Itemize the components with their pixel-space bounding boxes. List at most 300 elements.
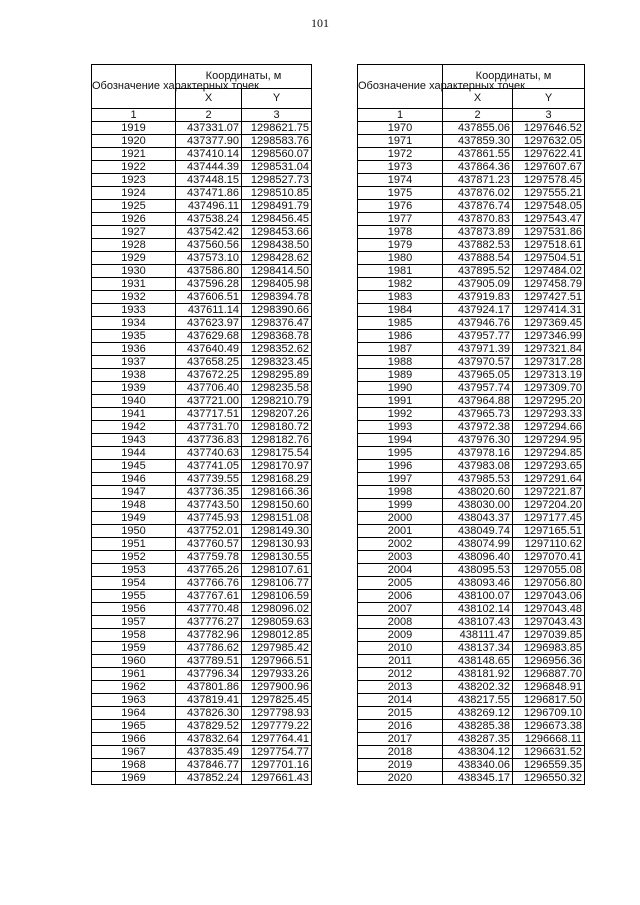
point-id-cell: 1925 bbox=[92, 200, 176, 213]
table-row bbox=[92, 291, 312, 304]
y-coordinate-cell: 1296709.10 bbox=[513, 707, 585, 720]
point-id-cell: 2010 bbox=[358, 642, 443, 655]
x-coordinate-cell: 437965.05 bbox=[443, 369, 513, 382]
table-row bbox=[92, 434, 312, 447]
point-id-cell: 1998 bbox=[358, 486, 443, 499]
y-coordinate-cell: 1298368.78 bbox=[242, 330, 312, 343]
x-coordinate-cell: 437741.05 bbox=[176, 460, 242, 473]
point-id-cell: 1957 bbox=[92, 616, 176, 629]
x-coordinate-cell: 438202.32 bbox=[443, 681, 513, 694]
table-row bbox=[358, 642, 585, 655]
table-row bbox=[92, 265, 312, 278]
point-id-cell: 1953 bbox=[92, 564, 176, 577]
y-coordinate-cell: 1298106.59 bbox=[242, 590, 312, 603]
x-coordinate-cell: 437740.63 bbox=[176, 447, 242, 460]
point-id-cell: 1936 bbox=[92, 343, 176, 356]
table-row bbox=[358, 590, 585, 603]
x-coordinate-cell: 437789.51 bbox=[176, 655, 242, 668]
point-id-cell: 1999 bbox=[358, 499, 443, 512]
table-row bbox=[92, 395, 312, 408]
point-id-cell: 1933 bbox=[92, 304, 176, 317]
y-coordinate-cell: 1297295.20 bbox=[513, 395, 585, 408]
y-coordinate-cell: 1298323.45 bbox=[242, 356, 312, 369]
y-coordinate-cell: 1298207.26 bbox=[242, 408, 312, 421]
point-id-cell: 1989 bbox=[358, 369, 443, 382]
table-row bbox=[92, 538, 312, 551]
point-id-cell: 1921 bbox=[92, 148, 176, 161]
point-id-cell: 1969 bbox=[92, 772, 176, 785]
point-id-cell: 2016 bbox=[358, 720, 443, 733]
y-header: Y bbox=[242, 89, 312, 109]
table-row bbox=[358, 278, 585, 291]
point-id-cell: 1972 bbox=[358, 148, 443, 161]
table-row bbox=[358, 681, 585, 694]
table-row bbox=[92, 148, 312, 161]
x-coordinate-cell: 437560.56 bbox=[176, 239, 242, 252]
table-row bbox=[92, 499, 312, 512]
x-coordinate-cell: 437965.73 bbox=[443, 408, 513, 421]
table-row bbox=[92, 161, 312, 174]
point-id-cell: 1951 bbox=[92, 538, 176, 551]
point-id-cell: 2020 bbox=[358, 772, 443, 785]
point-id-cell: 1946 bbox=[92, 473, 176, 486]
x-coordinate-cell: 437611.14 bbox=[176, 304, 242, 317]
y-coordinate-cell: 1298175.54 bbox=[242, 447, 312, 460]
point-id-cell: 1975 bbox=[358, 187, 443, 200]
table-row bbox=[358, 460, 585, 473]
y-coordinate-cell: 1297504.51 bbox=[513, 252, 585, 265]
y-coordinate-cell: 1297779.22 bbox=[242, 720, 312, 733]
y-coordinate-cell: 1298012.85 bbox=[242, 629, 312, 642]
x-coordinate-cell: 437731.70 bbox=[176, 421, 242, 434]
column-number-2: 2 bbox=[443, 109, 513, 122]
point-id-cell: 1976 bbox=[358, 200, 443, 213]
x-coordinate-cell: 437876.74 bbox=[443, 200, 513, 213]
y-coordinate-cell: 1298560.07 bbox=[242, 148, 312, 161]
y-coordinate-cell: 1298107.61 bbox=[242, 564, 312, 577]
x-coordinate-cell: 438287.35 bbox=[443, 733, 513, 746]
y-coordinate-cell: 1297165.51 bbox=[513, 525, 585, 538]
y-coordinate-cell: 1298180.72 bbox=[242, 421, 312, 434]
x-coordinate-cell: 437972.38 bbox=[443, 421, 513, 434]
x-coordinate-cell: 437826.30 bbox=[176, 707, 242, 720]
table-row bbox=[92, 187, 312, 200]
y-coordinate-cell: 1298428.62 bbox=[242, 252, 312, 265]
y-coordinate-cell: 1298438.50 bbox=[242, 239, 312, 252]
point-id-cell: 1944 bbox=[92, 447, 176, 460]
x-coordinate-cell: 437882.53 bbox=[443, 239, 513, 252]
x-coordinate-cell: 437629.68 bbox=[176, 330, 242, 343]
y-coordinate-cell: 1297798.93 bbox=[242, 707, 312, 720]
point-id-cell: 1939 bbox=[92, 382, 176, 395]
point-id-cell: 1963 bbox=[92, 694, 176, 707]
table-row bbox=[92, 304, 312, 317]
point-id-cell: 1927 bbox=[92, 226, 176, 239]
x-coordinate-cell: 437873.89 bbox=[443, 226, 513, 239]
point-id-cell: 2013 bbox=[358, 681, 443, 694]
x-coordinate-cell: 438102.14 bbox=[443, 603, 513, 616]
y-coordinate-cell: 1297056.80 bbox=[513, 577, 585, 590]
y-coordinate-cell: 1297427.51 bbox=[513, 291, 585, 304]
point-id-cell: 2009 bbox=[358, 629, 443, 642]
table-row bbox=[92, 512, 312, 525]
y-coordinate-cell: 1298096.02 bbox=[242, 603, 312, 616]
point-id-cell: 1923 bbox=[92, 174, 176, 187]
table-row bbox=[92, 447, 312, 460]
point-id-cell: 1965 bbox=[92, 720, 176, 733]
point-id-cell: 1985 bbox=[358, 317, 443, 330]
point-id-cell: 1961 bbox=[92, 668, 176, 681]
table-row bbox=[358, 577, 585, 590]
x-coordinate-cell: 437770.48 bbox=[176, 603, 242, 616]
table-row bbox=[358, 720, 585, 733]
y-coordinate-cell: 1296668.11 bbox=[513, 733, 585, 746]
table-row bbox=[358, 187, 585, 200]
table-row bbox=[358, 122, 585, 135]
point-id-cell: 1983 bbox=[358, 291, 443, 304]
y-coordinate-cell: 1297548.05 bbox=[513, 200, 585, 213]
point-id-cell: 1979 bbox=[358, 239, 443, 252]
y-coordinate-cell: 1297204.20 bbox=[513, 499, 585, 512]
point-id-cell: 2000 bbox=[358, 512, 443, 525]
point-id-cell: 1941 bbox=[92, 408, 176, 421]
y-coordinate-cell: 1296983.85 bbox=[513, 642, 585, 655]
y-coordinate-cell: 1298621.75 bbox=[242, 122, 312, 135]
column-number-1: 1 bbox=[92, 109, 176, 122]
point-id-cell: 1945 bbox=[92, 460, 176, 473]
y-coordinate-cell: 1297701.16 bbox=[242, 759, 312, 772]
point-id-cell: 2007 bbox=[358, 603, 443, 616]
y-coordinate-cell: 1296887.70 bbox=[513, 668, 585, 681]
point-id-cell: 1948 bbox=[92, 499, 176, 512]
x-coordinate-cell: 437835.49 bbox=[176, 746, 242, 759]
table-row bbox=[358, 408, 585, 421]
y-coordinate-cell: 1298583.76 bbox=[242, 135, 312, 148]
point-id-cell: 1982 bbox=[358, 278, 443, 291]
point-id-cell: 1952 bbox=[92, 551, 176, 564]
x-coordinate-cell: 438107.43 bbox=[443, 616, 513, 629]
y-coordinate-cell: 1298150.60 bbox=[242, 499, 312, 512]
y-coordinate-cell: 1297518.61 bbox=[513, 239, 585, 252]
y-coordinate-cell: 1297321.84 bbox=[513, 343, 585, 356]
y-coordinate-cell: 1297632.05 bbox=[513, 135, 585, 148]
x-header: X bbox=[443, 89, 513, 109]
table-row bbox=[358, 161, 585, 174]
point-id-cell: 1990 bbox=[358, 382, 443, 395]
x-coordinate-cell: 437819.41 bbox=[176, 694, 242, 707]
designation-header: Обозначение характерных точек bbox=[92, 65, 176, 109]
table-row bbox=[92, 473, 312, 486]
y-coordinate-cell: 1297754.77 bbox=[242, 746, 312, 759]
x-coordinate-cell: 437606.51 bbox=[176, 291, 242, 304]
x-coordinate-cell: 437796.34 bbox=[176, 668, 242, 681]
x-coordinate-cell: 437978.16 bbox=[443, 447, 513, 460]
y-coordinate-cell: 1297294.66 bbox=[513, 421, 585, 434]
point-id-cell: 2006 bbox=[358, 590, 443, 603]
table-row bbox=[358, 746, 585, 759]
point-id-cell: 1960 bbox=[92, 655, 176, 668]
point-id-cell: 1966 bbox=[92, 733, 176, 746]
point-id-cell: 2019 bbox=[358, 759, 443, 772]
y-coordinate-cell: 1298210.79 bbox=[242, 395, 312, 408]
table-row bbox=[92, 174, 312, 187]
x-coordinate-cell: 437976.30 bbox=[443, 434, 513, 447]
table-row bbox=[92, 577, 312, 590]
point-id-cell: 1929 bbox=[92, 252, 176, 265]
table-row bbox=[358, 473, 585, 486]
table-row bbox=[358, 330, 585, 343]
coordinates-header: Координаты, м bbox=[443, 65, 585, 89]
x-coordinate-cell: 437964.88 bbox=[443, 395, 513, 408]
designation-header: Обозначение характерных точек bbox=[358, 65, 443, 109]
x-coordinate-cell: 438285.38 bbox=[443, 720, 513, 733]
x-coordinate-cell: 438111.47 bbox=[443, 629, 513, 642]
y-coordinate-cell: 1298456.45 bbox=[242, 213, 312, 226]
point-id-cell: 1981 bbox=[358, 265, 443, 278]
table-row bbox=[92, 135, 312, 148]
point-id-cell: 1932 bbox=[92, 291, 176, 304]
table-row bbox=[92, 226, 312, 239]
point-id-cell: 2015 bbox=[358, 707, 443, 720]
x-coordinate-cell: 437895.52 bbox=[443, 265, 513, 278]
table-row bbox=[92, 382, 312, 395]
table-row bbox=[358, 694, 585, 707]
x-coordinate-cell: 437786.62 bbox=[176, 642, 242, 655]
table-row bbox=[92, 681, 312, 694]
table-row bbox=[92, 733, 312, 746]
point-id-cell: 1940 bbox=[92, 395, 176, 408]
x-coordinate-cell: 437766.76 bbox=[176, 577, 242, 590]
y-coordinate-cell: 1298182.76 bbox=[242, 434, 312, 447]
point-id-cell: 1993 bbox=[358, 421, 443, 434]
y-coordinate-cell: 1298151.08 bbox=[242, 512, 312, 525]
x-coordinate-cell: 438137.34 bbox=[443, 642, 513, 655]
table-row bbox=[358, 213, 585, 226]
y-coordinate-cell: 1297531.86 bbox=[513, 226, 585, 239]
point-id-cell: 1964 bbox=[92, 707, 176, 720]
y-coordinate-cell: 1296631.52 bbox=[513, 746, 585, 759]
x-coordinate-cell: 437905.09 bbox=[443, 278, 513, 291]
table-row bbox=[92, 239, 312, 252]
y-coordinate-cell: 1297346.99 bbox=[513, 330, 585, 343]
y-coordinate-cell: 1298491.79 bbox=[242, 200, 312, 213]
y-coordinate-cell: 1298168.29 bbox=[242, 473, 312, 486]
x-coordinate-cell: 437919.83 bbox=[443, 291, 513, 304]
x-coordinate-cell: 437586.80 bbox=[176, 265, 242, 278]
table-row bbox=[358, 174, 585, 187]
x-coordinate-cell: 437832.64 bbox=[176, 733, 242, 746]
table-row bbox=[92, 564, 312, 577]
y-coordinate-cell: 1297293.33 bbox=[513, 408, 585, 421]
x-coordinate-cell: 437859.30 bbox=[443, 135, 513, 148]
point-id-cell: 1947 bbox=[92, 486, 176, 499]
table-row bbox=[358, 395, 585, 408]
y-coordinate-cell: 1297043.48 bbox=[513, 603, 585, 616]
table-row bbox=[92, 707, 312, 720]
point-id-cell: 1930 bbox=[92, 265, 176, 278]
y-coordinate-cell: 1297294.85 bbox=[513, 447, 585, 460]
x-coordinate-cell: 438049.74 bbox=[443, 525, 513, 538]
point-id-cell: 2018 bbox=[358, 746, 443, 759]
point-id-cell: 1938 bbox=[92, 369, 176, 382]
y-coordinate-cell: 1298059.63 bbox=[242, 616, 312, 629]
y-coordinate-cell: 1296817.50 bbox=[513, 694, 585, 707]
y-coordinate-cell: 1298235.58 bbox=[242, 382, 312, 395]
point-id-cell: 1956 bbox=[92, 603, 176, 616]
x-coordinate-cell: 437924.17 bbox=[443, 304, 513, 317]
table-row bbox=[358, 369, 585, 382]
table-row bbox=[358, 291, 585, 304]
y-coordinate-cell: 1297555.21 bbox=[513, 187, 585, 200]
point-id-cell: 1977 bbox=[358, 213, 443, 226]
table-row bbox=[92, 642, 312, 655]
y-coordinate-cell: 1297291.64 bbox=[513, 473, 585, 486]
table-row bbox=[92, 343, 312, 356]
point-id-cell: 1922 bbox=[92, 161, 176, 174]
y-coordinate-cell: 1298130.93 bbox=[242, 538, 312, 551]
point-id-cell: 2004 bbox=[358, 564, 443, 577]
y-coordinate-cell: 1298170.97 bbox=[242, 460, 312, 473]
y-coordinate-cell: 1297484.02 bbox=[513, 265, 585, 278]
table-row bbox=[358, 148, 585, 161]
y-coordinate-cell: 1298376.47 bbox=[242, 317, 312, 330]
y-coordinate-cell: 1297966.51 bbox=[242, 655, 312, 668]
point-id-cell: 1978 bbox=[358, 226, 443, 239]
table-row bbox=[358, 486, 585, 499]
table-row bbox=[92, 590, 312, 603]
x-coordinate-cell: 437573.10 bbox=[176, 252, 242, 265]
y-coordinate-cell: 1297764.41 bbox=[242, 733, 312, 746]
table-row bbox=[92, 655, 312, 668]
table-row bbox=[358, 265, 585, 278]
table-row bbox=[92, 200, 312, 213]
x-coordinate-cell: 437970.57 bbox=[443, 356, 513, 369]
y-coordinate-cell: 1297110.62 bbox=[513, 538, 585, 551]
x-coordinate-cell: 437957.74 bbox=[443, 382, 513, 395]
x-coordinate-cell: 437739.55 bbox=[176, 473, 242, 486]
table-row bbox=[358, 668, 585, 681]
x-coordinate-cell: 437985.53 bbox=[443, 473, 513, 486]
point-id-cell: 1958 bbox=[92, 629, 176, 642]
y-coordinate-cell: 1297933.26 bbox=[242, 668, 312, 681]
point-id-cell: 1980 bbox=[358, 252, 443, 265]
x-coordinate-cell: 438020.60 bbox=[443, 486, 513, 499]
x-coordinate-cell: 437971.39 bbox=[443, 343, 513, 356]
y-coordinate-cell: 1297458.79 bbox=[513, 278, 585, 291]
coordinates-header: Координаты, м bbox=[176, 65, 312, 89]
point-id-cell: 1968 bbox=[92, 759, 176, 772]
y-coordinate-cell: 1297309.70 bbox=[513, 382, 585, 395]
y-coordinate-cell: 1296550.32 bbox=[513, 772, 585, 785]
x-coordinate-cell: 437801.86 bbox=[176, 681, 242, 694]
point-id-cell: 2017 bbox=[358, 733, 443, 746]
y-coordinate-cell: 1297369.45 bbox=[513, 317, 585, 330]
x-coordinate-cell: 437776.27 bbox=[176, 616, 242, 629]
point-id-cell: 1943 bbox=[92, 434, 176, 447]
point-id-cell: 1937 bbox=[92, 356, 176, 369]
point-id-cell: 1950 bbox=[92, 525, 176, 538]
point-id-cell: 1973 bbox=[358, 161, 443, 174]
x-coordinate-cell: 437706.40 bbox=[176, 382, 242, 395]
point-id-cell: 2002 bbox=[358, 538, 443, 551]
point-id-cell: 1987 bbox=[358, 343, 443, 356]
y-coordinate-cell: 1298106.77 bbox=[242, 577, 312, 590]
y-coordinate-cell: 1298531.04 bbox=[242, 161, 312, 174]
x-coordinate-cell: 437717.51 bbox=[176, 408, 242, 421]
x-coordinate-cell: 438030.00 bbox=[443, 499, 513, 512]
y-coordinate-cell: 1297055.08 bbox=[513, 564, 585, 577]
y-coordinate-cell: 1298352.62 bbox=[242, 343, 312, 356]
table-row bbox=[358, 772, 585, 785]
point-id-cell: 1962 bbox=[92, 681, 176, 694]
x-coordinate-cell: 437765.26 bbox=[176, 564, 242, 577]
table-row bbox=[358, 707, 585, 720]
y-coordinate-cell: 1297177.45 bbox=[513, 512, 585, 525]
column-number-1: 1 bbox=[358, 109, 443, 122]
point-id-cell: 1974 bbox=[358, 174, 443, 187]
table-row bbox=[92, 668, 312, 681]
x-coordinate-cell: 438074.99 bbox=[443, 538, 513, 551]
y-coordinate-cell: 1297293.65 bbox=[513, 460, 585, 473]
table-row bbox=[358, 200, 585, 213]
y-coordinate-cell: 1297985.42 bbox=[242, 642, 312, 655]
x-coordinate-cell: 437736.83 bbox=[176, 434, 242, 447]
table-row bbox=[358, 616, 585, 629]
x-coordinate-cell: 437871.23 bbox=[443, 174, 513, 187]
table-row bbox=[358, 304, 585, 317]
y-coordinate-cell: 1297900.96 bbox=[242, 681, 312, 694]
table-row bbox=[92, 616, 312, 629]
point-id-cell: 1934 bbox=[92, 317, 176, 330]
table-row bbox=[358, 629, 585, 642]
x-coordinate-cell: 437946.76 bbox=[443, 317, 513, 330]
x-coordinate-cell: 437640.49 bbox=[176, 343, 242, 356]
point-id-cell: 1984 bbox=[358, 304, 443, 317]
point-id-cell: 1955 bbox=[92, 590, 176, 603]
y-coordinate-cell: 1298510.85 bbox=[242, 187, 312, 200]
column-number-3: 3 bbox=[242, 109, 312, 122]
point-id-cell: 1942 bbox=[92, 421, 176, 434]
point-id-cell: 2008 bbox=[358, 616, 443, 629]
point-id-cell: 1970 bbox=[358, 122, 443, 135]
point-id-cell: 1919 bbox=[92, 122, 176, 135]
x-coordinate-cell: 438096.40 bbox=[443, 551, 513, 564]
y-coordinate-cell: 1298527.73 bbox=[242, 174, 312, 187]
x-coordinate-cell: 437721.00 bbox=[176, 395, 242, 408]
x-coordinate-cell: 437861.55 bbox=[443, 148, 513, 161]
table-row bbox=[358, 759, 585, 772]
x-coordinate-cell: 437623.97 bbox=[176, 317, 242, 330]
point-id-cell: 2001 bbox=[358, 525, 443, 538]
point-id-cell: 1986 bbox=[358, 330, 443, 343]
table-row bbox=[358, 135, 585, 148]
table-row bbox=[358, 421, 585, 434]
column-number-3: 3 bbox=[513, 109, 585, 122]
table-row bbox=[358, 252, 585, 265]
table-row bbox=[358, 564, 585, 577]
y-header: Y bbox=[513, 89, 585, 109]
table-row bbox=[92, 629, 312, 642]
table-row bbox=[358, 525, 585, 538]
y-coordinate-cell: 1296848.91 bbox=[513, 681, 585, 694]
x-coordinate-cell: 438181.92 bbox=[443, 668, 513, 681]
x-coordinate-cell: 438304.12 bbox=[443, 746, 513, 759]
y-coordinate-cell: 1297039.85 bbox=[513, 629, 585, 642]
x-coordinate-cell: 438093.46 bbox=[443, 577, 513, 590]
table-row bbox=[92, 746, 312, 759]
y-coordinate-cell: 1297414.31 bbox=[513, 304, 585, 317]
x-coordinate-cell: 437855.06 bbox=[443, 122, 513, 135]
